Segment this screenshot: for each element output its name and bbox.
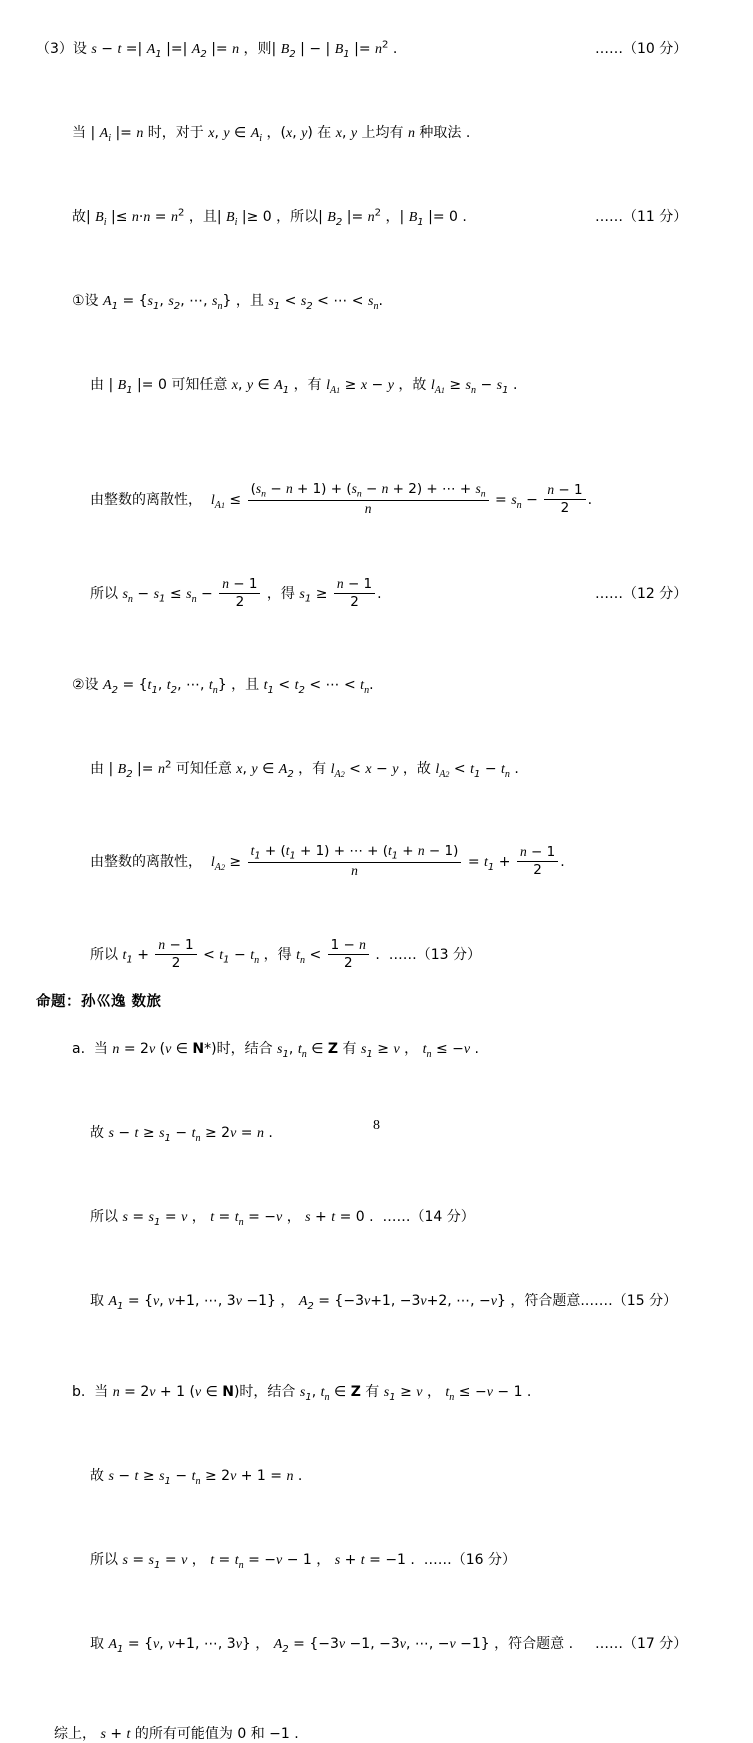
fraction: $\frac{n - 1}{2}$ — [517, 844, 558, 878]
line-text: 所以 $t_1$ + $\frac{n - 1}{2}$ < $t_1 - t_n$ ，得 $t_n$ < $\frac{1 - n}{2}$ . ……（13 分） — [90, 937, 481, 971]
fraction: $\frac{t_1 + (t_1 + 1) + \cdots + (t_1 + n - 1)}{n}$ — [248, 843, 462, 879]
score-marker: ……（10 分） — [595, 41, 688, 57]
page-number: 8 — [373, 1118, 380, 1133]
line-text: a. 当 n = 2v (v ∈ N*)时，结合 $s_1$, $t_n$ ∈ Z 有 $s_1 \ge v$ ， $t_n \le -v$ . — [72, 1041, 480, 1060]
line-text: 故 $s - t \ge s_1 - t_n \ge 2v = n$ . — [90, 1125, 273, 1144]
line-text: ①设 $A_1 = \{s_1$, $s_2$, ⋯, $s_n$} ，且 $s_1 < s_2$ < ⋯ < $s_n$. — [72, 293, 383, 312]
fraction: $\frac{n - 1}{2}$ — [155, 937, 196, 971]
fraction: $\frac{n - 1}{2}$ — [544, 482, 585, 516]
line-text: ②设 $A_2 = \{t_1$, $t_2$, ⋯, $t_n$} ，且 $t_1 < t_2$ < ⋯ < $t_n$. — [72, 677, 374, 696]
fraction: $\frac{1 - n}{2}$ — [328, 937, 369, 971]
line-text: 所以 $s = s_1 = v$ ， $t = t_n = -v$ ， s + t = 0 . ……（14 分） — [90, 1209, 475, 1228]
line-text: 由整数的离散性， $l_{A2}$ ≥ $\frac{t_1 + (t_1 + 1) + \cdots + (t_1 + n - 1)}{n}$ = $t_1$ + $\frac{n - 1}{2}$ . — [90, 843, 565, 878]
fraction: $\frac{(s_n - n + 1) + (s_n - n + 2) + \cdots + s_n}{n}$ — [248, 481, 489, 517]
fraction: $\frac{n - 1}{2}$ — [334, 576, 375, 610]
fraction: $\frac{n - 1}{2}$ — [219, 576, 260, 610]
line-text: 当 | $A_i$ |= n 时，对于 x, y ∈ $A_i$ ，(x, y) 在 x, y 上均有 n 种取法 . — [72, 125, 471, 144]
line-text: （3）设 s − t =| $A_1$ |=| $A_2$ |= n ，则| $B_2$ | − | $B_1$ |= $n^2$ . — [36, 39, 398, 60]
score-marker: ……（12 分） — [595, 586, 688, 602]
line-text: 由 | $B_1$ |= 0 可知任意 x, y ∈ $A_1$ ，有 $l_{A1} \ge x - y$ ，故 $l_{A1} \ge s_n - s_1$ . — [90, 377, 518, 396]
score-marker: ……（11 分） — [595, 209, 688, 225]
line-text: 故| $B_i$ |≤ $n\cdot n = n^2$ ，且| $B_i$ |≥ 0 ，所以| $B_2$ |= $n^2$ ，| $B_1$ |= 0 . — [72, 207, 467, 228]
author-credit: 命题：孙巛逸 数旅 — [36, 994, 162, 1010]
line-text: 取 $A_1 = \{v$, v+1, ⋯, 3v} ， $A_2 = \{-3v -1$, −3v, ⋯, −v −1} ，符合题意 . — [90, 1636, 574, 1655]
line-text: 故 $s - t \ge s_1 - t_n \ge 2v + 1 = n$ . — [90, 1468, 303, 1487]
line-text: 所以 $s_n - s_1 \le s_n$ − $\frac{n - 1}{2}$ ，得 $s_1$ ≥ $\frac{n - 1}{2}$ . — [90, 576, 382, 610]
solution-line — [0, 0, 753, 60]
score-marker: ……（17 分） — [595, 1636, 688, 1652]
line-text: 由整数的离散性， $l_{A1}$ ≤ $\frac{(s_n - n + 1) + (s_n - n + 2) + \cdots + s_n}{n}$ = $s_n$ − $\frac{n - 1}{2}$ . — [90, 481, 593, 516]
line-text: b. 当 n = 2v + 1 (v ∈ N)时，结合 $s_1$, $t_n$ ∈ Z 有 $s_1 \ge v$ ， $t_n \le -v - 1$ . — [72, 1384, 532, 1403]
line-text: 由 | $B_2$ |= $n^2$ 可知任意 x, y ∈ $A_2$ ，有 $l_{A2} < x - y$ ，故 $l_{A2} < t_1 - t_n$ . — [90, 759, 519, 780]
line-text: 综上， s + t 的所有可能值为 0 和 −1 . — [54, 1726, 299, 1742]
solution-line — [0, 42, 753, 144]
line-text: 所以 $s = s_1 = v$ ， $t = t_n = -v - 1$ ， s + t = −1 . ……（16 分） — [90, 1552, 517, 1571]
line-text: 取 $A_1 = \{v$, v+1, ⋯, 3v −1} ， $A_2 = \{-3v+1$, −3v+2, ⋯, −v} ，符合题意.……（15 分） — [90, 1293, 678, 1312]
